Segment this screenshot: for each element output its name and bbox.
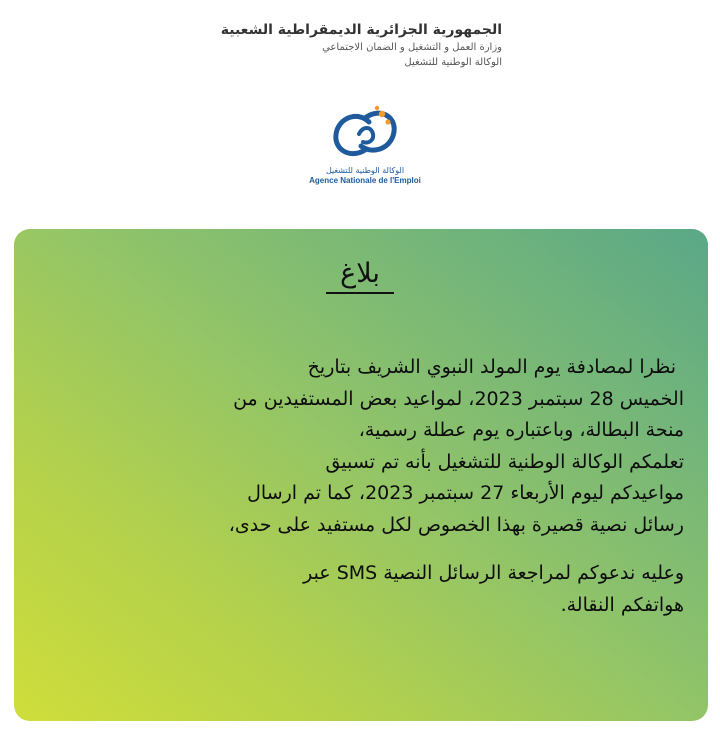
agency-name: الوكالة الوطنية للتشغيل — [404, 57, 502, 68]
notice-title: بلاغ — [326, 258, 394, 294]
logo-arabic-text: الوكالة الوطنية للتشغيل — [325, 166, 405, 175]
logo-french-text: Agence Nationale de l'Emploi — [309, 176, 421, 185]
ministry-name: وزارة العمل و التشغيل و الضمان الاجتماعي — [322, 42, 502, 53]
notice-line: تعلمكم الوكالة الوطنية للتشغيل بأنه تم تسبيق — [325, 450, 684, 473]
republic-name: الجمهورية الجزائرية الديمقراطية الشعبية — [220, 22, 502, 38]
notice-line: وعليه ندعوكم لمراجعة الرسائل النصية SMS عبر — [303, 562, 684, 584]
ministry-header — [202, 20, 502, 71]
notice-line: مواعيدكم ليوم الأربعاء 27 سبتمبر 2023، كما تم ارسال — [247, 482, 684, 504]
anem-logo — [300, 104, 430, 196]
notice-line: منحة البطالة، وباعتباره يوم عطلة رسمية، — [358, 419, 684, 441]
notice-line: هواتفكم النقالة. — [560, 593, 684, 616]
notice-body — [30, 352, 684, 621]
anem-logo-icon — [325, 104, 405, 164]
notice-line: رسائل نصية قصيرة بهذا الخصوص لكل مستفيد على حدى، — [228, 513, 684, 536]
notice-line: نظرا لمصادفة يوم المولد النبوي الشريف بتاريخ — [307, 356, 676, 378]
notice-line: الخميس 28 سبتمبر 2023، لمواعيد بعض المستفيدين من — [233, 387, 684, 410]
notice-title-wrap — [0, 258, 720, 294]
